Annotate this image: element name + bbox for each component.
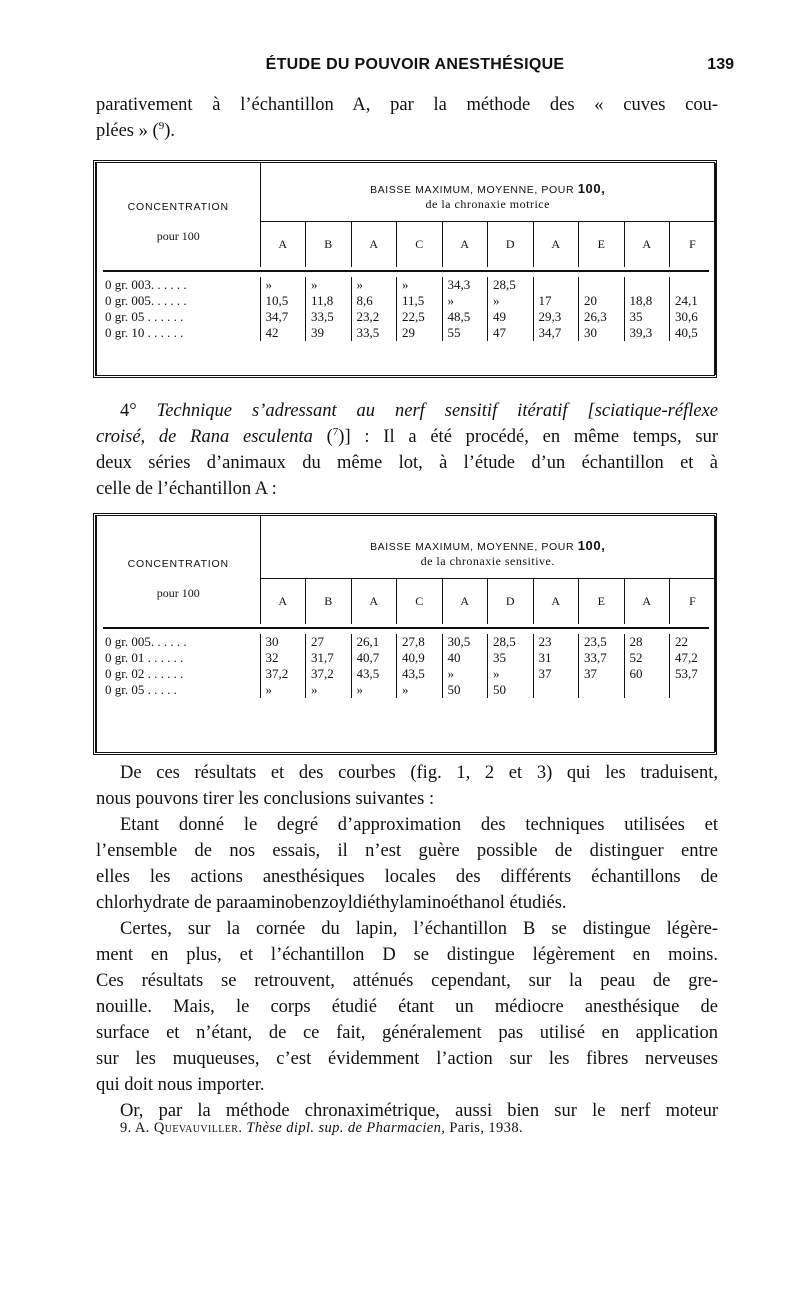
column-header: A — [351, 578, 397, 624]
table-cell: 48,5 — [442, 309, 488, 325]
text-line: nous pouvons tirer les conclusions suivantes : — [96, 789, 435, 809]
column-header: C — [397, 578, 443, 624]
table-cell: 18,8 — [624, 293, 670, 309]
text-line: qui doit nous importer. — [96, 1075, 265, 1095]
table-cell: 22 — [670, 634, 716, 650]
table-cell: » — [306, 682, 352, 698]
table-cell: » — [260, 682, 306, 698]
row-label: 0 gr. 02 . . . . . . — [97, 666, 260, 682]
table-cell: 33,5 — [306, 309, 352, 325]
concentration-header: CONCENTRATION pour 100 — [97, 516, 260, 624]
measure-header: BAISSE MAXIMUM, MOYENNE, POUR 100, de la chronaxie sensitive. — [260, 516, 715, 578]
table-cell: 33,7 — [579, 650, 625, 666]
table-cell: 34,3 — [442, 277, 488, 293]
table-cell: 27 — [306, 634, 352, 650]
footnote-ref: 9 — [158, 119, 165, 132]
table-cell: 37 — [579, 666, 625, 682]
column-header: F — [670, 578, 716, 624]
text-line: Etant donné le degré d’approximation des techniques utilisées et — [120, 815, 718, 835]
table-row — [97, 309, 715, 325]
table-cell: 11,5 — [397, 293, 443, 309]
table-row — [97, 682, 715, 698]
footnote: 9. A. Quevauviller. Thèse dipl. sup. de Pharmacien, Paris, 1938. — [120, 1120, 524, 1136]
row-label: 0 gr. 005. . . . . . — [97, 293, 260, 309]
table-cell: 40,7 — [351, 650, 397, 666]
concentration-header: CONCENTRATION pour 100 — [97, 163, 260, 267]
table-cell: 39,3 — [624, 325, 670, 341]
text-line: sur les muqueuses, c’est évidemment l’action sur les fibres nerveuses — [96, 1049, 718, 1069]
table-cell: 26,1 — [351, 634, 397, 650]
column-header: A — [533, 221, 579, 267]
table-cell — [670, 277, 716, 293]
intro-paragraph — [96, 92, 718, 144]
conclusion-text — [96, 760, 718, 1124]
table-cell: 24,1 — [670, 293, 716, 309]
table-sensory-chronaxie — [93, 513, 717, 755]
table-cell: 28,5 — [488, 277, 534, 293]
table-cell: » — [397, 682, 443, 698]
table-cell: 23,5 — [579, 634, 625, 650]
table-cell: 20 — [579, 293, 625, 309]
row-label: 0 gr. 01 . . . . . . — [97, 650, 260, 666]
text-line: croisé, de Rana esculenta ($^7$)] : Il a été procédé, en même temps, sur — [96, 425, 719, 447]
column-header: B — [306, 221, 352, 267]
table-cell: 33,5 — [351, 325, 397, 341]
text-line: Or, par la méthode chronaximétrique, aussi bien sur le nerf moteur — [120, 1101, 718, 1121]
table-cell: 37,2 — [306, 666, 352, 682]
column-header: F — [670, 221, 716, 267]
table-cell: 30 — [579, 325, 625, 341]
table-cell: 40,5 — [670, 325, 716, 341]
column-header: A — [260, 221, 306, 267]
text-line: ment en plus, et l’échantillon D se distingue légèrement en moins. — [96, 945, 718, 965]
table-cell: 30,6 — [670, 309, 716, 325]
column-header: D — [488, 578, 534, 624]
table-cell — [579, 277, 625, 293]
table-cell: » — [488, 293, 534, 309]
table-cell: 43,5 — [397, 666, 443, 682]
table-cell: » — [351, 682, 397, 698]
table-cell: 28 — [624, 634, 670, 650]
running-header — [96, 56, 734, 80]
table-cell: 42 — [260, 325, 306, 341]
table-cell: 37 — [533, 666, 579, 682]
table-cell: 10,5 — [260, 293, 306, 309]
text-line: 4° Technique s’adressant au nerf sensitif itératif [sciatique-réflexe — [120, 401, 718, 421]
table-cell: 23,2 — [351, 309, 397, 325]
table-cell: 43,5 — [351, 666, 397, 682]
table-cell: 22,5 — [397, 309, 443, 325]
table-cell: » — [442, 293, 488, 309]
text-line: Ces résultats se retrouvent, atténués cependant, sur la peau de gre- — [96, 971, 718, 991]
row-label: 0 gr. 005. . . . . . — [97, 634, 260, 650]
table-cell: 39 — [306, 325, 352, 341]
table-cell: » — [397, 277, 443, 293]
table-row — [97, 293, 715, 309]
measure-header: BAISSE MAXIMUM, MOYENNE, POUR 100, de la chronaxie motrice — [260, 163, 715, 221]
table-cell: 28,5 — [488, 634, 534, 650]
table-cell: 50 — [488, 682, 534, 698]
table-row — [97, 650, 715, 666]
table-cell: 8,6 — [351, 293, 397, 309]
table-cell: 27,8 — [397, 634, 443, 650]
table-cell: 37,2 — [260, 666, 306, 682]
text-line: l’ensemble de nos essais, il n’est guère possible de distinguer entre — [96, 841, 718, 861]
table-cell — [670, 682, 716, 698]
column-header: A — [442, 578, 488, 624]
text-line: De ces résultats et des courbes (fig. 1, 2 et 3) qui les traduisent, — [120, 763, 718, 783]
row-label: 0 gr. 05 . . . . . — [97, 682, 260, 698]
table-motor-chronaxie — [93, 160, 717, 378]
column-header: B — [306, 578, 352, 624]
running-title: ÉTUDE DU POUVOIR ANESTHÉSIQUE — [265, 56, 565, 73]
text-line: parativement à l’échantillon A, par la méthode des « cuves cou- — [96, 95, 718, 115]
column-header: D — [488, 221, 534, 267]
table-cell: » — [306, 277, 352, 293]
column-header: A — [442, 221, 488, 267]
table-cell: 23 — [533, 634, 579, 650]
table-cell: 31,7 — [306, 650, 352, 666]
row-label: 0 gr. 003. . . . . . — [97, 277, 260, 293]
table-cell — [533, 277, 579, 293]
table-cell: 17 — [533, 293, 579, 309]
table-cell: 40,9 — [397, 650, 443, 666]
table-cell: » — [260, 277, 306, 293]
table-cell: » — [351, 277, 397, 293]
table-cell: 30,5 — [442, 634, 488, 650]
text-line: plées » ($^9$). — [96, 119, 175, 141]
table-cell — [579, 682, 625, 698]
table-cell: 34,7 — [260, 309, 306, 325]
text-line: surface et n’étant, de ce fait, généralement pas utilisé en application — [96, 1023, 718, 1043]
table-cell: » — [488, 666, 534, 682]
text-line: elles les actions anesthésiques locales des différents échantillons de — [96, 867, 718, 887]
table-cell: 55 — [442, 325, 488, 341]
table-cell: 32 — [260, 650, 306, 666]
table-cell: 47,2 — [670, 650, 716, 666]
table-row — [97, 277, 715, 293]
column-header: A — [624, 221, 670, 267]
table-cell: 35 — [488, 650, 534, 666]
table-cell: 35 — [624, 309, 670, 325]
row-label: 0 gr. 10 . . . . . . — [97, 325, 260, 341]
table-cell: 50 — [442, 682, 488, 698]
table-row — [97, 325, 715, 341]
table-cell: 34,7 — [533, 325, 579, 341]
table-cell: 47 — [488, 325, 534, 341]
column-header: A — [624, 578, 670, 624]
table-cell: 30 — [260, 634, 306, 650]
section-4-paragraph — [96, 398, 718, 502]
table-cell: » — [442, 666, 488, 682]
column-header: E — [579, 221, 625, 267]
column-header: A — [533, 578, 579, 624]
table-cell: 29,3 — [533, 309, 579, 325]
table-cell: 53,7 — [670, 666, 716, 682]
table-cell: 26,3 — [579, 309, 625, 325]
table-row — [97, 634, 715, 650]
table-cell — [624, 277, 670, 293]
text-line: Certes, sur la cornée du lapin, l’échantillon B se distingue légère- — [120, 919, 718, 939]
table-cell — [624, 682, 670, 698]
row-label: 0 gr. 05 . . . . . . — [97, 309, 260, 325]
column-header: A — [351, 221, 397, 267]
table-cell: 40 — [442, 650, 488, 666]
column-header: C — [397, 221, 443, 267]
text-line: chlorhydrate de paraaminobenzoyldiéthylaminoéthanol étudiés. — [96, 893, 567, 913]
table-cell: 49 — [488, 309, 534, 325]
table-cell: 11,8 — [306, 293, 352, 309]
table-cell: 29 — [397, 325, 443, 341]
column-header: E — [579, 578, 625, 624]
text-line: deux séries d’animaux du même lot, à l’étude d’un échantillon et à — [96, 453, 718, 473]
table-cell — [533, 682, 579, 698]
table-cell: 60 — [624, 666, 670, 682]
table-row — [97, 666, 715, 682]
text-line: celle de l’échantillon A : — [96, 479, 277, 499]
page-number: 139 — [707, 56, 734, 73]
text-line: nouille. Mais, le corps étudié étant un médiocre anesthésique de — [96, 997, 718, 1017]
column-header: A — [260, 578, 306, 624]
table-cell: 31 — [533, 650, 579, 666]
table-cell: 52 — [624, 650, 670, 666]
